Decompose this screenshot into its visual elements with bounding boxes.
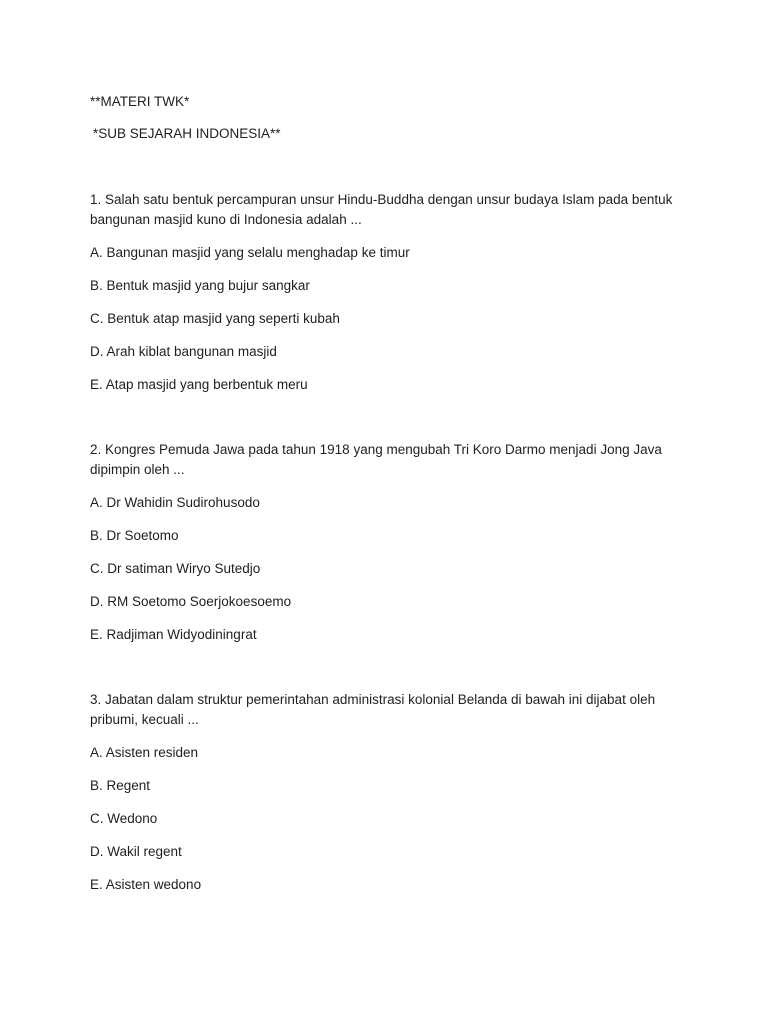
answer-option-c: C. Wedono	[90, 811, 158, 826]
answer-option-e: E. Asisten wedono	[90, 877, 202, 892]
document-heading: **MATERI TWK*	[90, 94, 190, 109]
answer-option-e: E. Radjiman Widyodiningrat	[90, 627, 257, 642]
question-text: 1. Salah satu bentuk percampuran unsur Hindu-Buddha dengan unsur budaya Islam pada bentuk bangunan masjid kuno di Indonesia adalah ...	[90, 192, 673, 227]
question-text: 3. Jabatan dalam struktur pemerintahan administrasi kolonial Belanda di bawah ini dijabat oleh pribumi, kecuali ...	[90, 692, 656, 727]
answer-option-b: B. Bentuk masjid yang bujur sangkar	[90, 278, 310, 293]
answer-option-d: D. RM Soetomo Soerjokoesoemo	[90, 594, 292, 609]
answer-option-c: C. Bentuk atap masjid yang seperti kubah	[90, 311, 340, 326]
answer-option-d: D. Wakil regent	[90, 844, 182, 859]
answer-option-a: A. Bangunan masjid yang selalu menghadap ke timur	[90, 245, 410, 260]
answer-option-a: A. Asisten residen	[90, 745, 199, 760]
answer-option-b: B. Dr Soetomo	[90, 528, 179, 543]
answer-option-e: E. Atap masjid yang berbentuk meru	[90, 377, 308, 392]
answer-option-b: B. Regent	[90, 778, 151, 793]
question-text: 2. Kongres Pemuda Jawa pada tahun 1918 yang mengubah Tri Koro Darmo menjadi Jong Java dipimpin oleh ...	[90, 442, 662, 477]
answer-option-a: A. Dr Wahidin Sudirohusodo	[90, 495, 260, 510]
answer-option-d: D. Arah kiblat bangunan masjid	[90, 344, 277, 359]
document-subheading: *SUB SEJARAH INDONESIA**	[93, 126, 281, 141]
answer-option-c: C. Dr satiman Wiryo Sutedjo	[90, 561, 261, 576]
